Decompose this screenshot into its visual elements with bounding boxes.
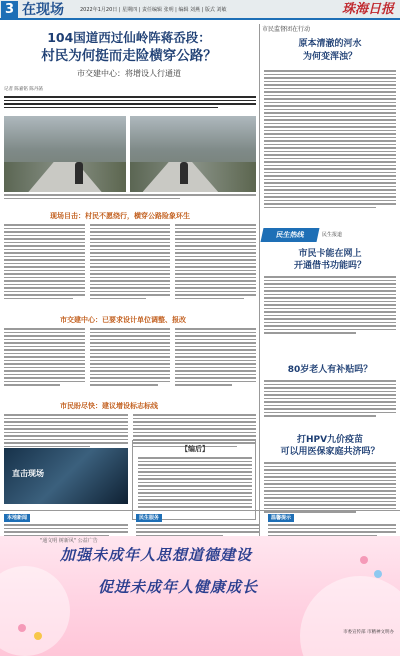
banner-slogan-line1: 加强未成年人思想道德建设 xyxy=(60,546,253,564)
byline: 记者 陈嘉铭 陈丹菡 xyxy=(4,87,43,92)
brief-body-1 xyxy=(4,524,128,536)
photo-caption xyxy=(4,194,256,199)
right-body-4 xyxy=(264,462,396,513)
right-headline1-line1: 原本清澈的河水 xyxy=(298,39,362,49)
page-number: 3 xyxy=(1,1,18,18)
page-header xyxy=(0,0,400,20)
right-tag: 市民监督团在行动 xyxy=(262,26,311,33)
brief-body-2 xyxy=(136,524,260,536)
editorial-box xyxy=(132,440,256,520)
article-body-2 xyxy=(4,328,256,386)
brief-tag-3: 温馨提示 xyxy=(268,514,294,522)
main-headline-line1: 104国道西过仙岭阵蒋岙段： xyxy=(47,30,211,45)
live-scene-photo xyxy=(4,448,128,504)
section-head-3: 市民盼尽快：建议增设标志标线 xyxy=(60,402,158,410)
right-headline1-line2: 为何变浑浊？ xyxy=(302,52,357,62)
photo-row xyxy=(4,116,256,192)
hotline-badge: 民生热线 xyxy=(261,228,320,242)
lead-paragraph xyxy=(4,96,256,108)
brief-tag-1: 本地新闻 xyxy=(4,514,30,522)
brief-tag-2: 民生服务 xyxy=(136,514,162,522)
column-divider xyxy=(259,24,260,544)
banner-org: 市委宣传部 市精神文明办 xyxy=(343,630,394,635)
right-body-3 xyxy=(264,380,396,417)
brief-body-3 xyxy=(268,524,396,536)
hotline-sub: 民生报道 xyxy=(322,232,343,238)
section-head-2: 市交建中心：已要求设计单位调整、报改 xyxy=(60,316,186,324)
briefs-divider xyxy=(0,510,400,511)
right-body-2 xyxy=(264,276,396,334)
right-headline4-line1: 打HPV九价疫苗 xyxy=(296,435,364,445)
banner-slogan-line2: 促进未成年人健康成长 xyxy=(98,578,259,596)
section-title: 在现场 xyxy=(22,2,64,18)
right-headline2-line1: 市民卡能在网上 xyxy=(298,249,362,259)
page-meta: 2022年1月20日 | 星期四 | 责任编辑 张明 | 编辑 刘燕 | 版式 刘敏 xyxy=(80,7,227,13)
right-body-1 xyxy=(264,70,396,208)
newspaper-logo: 珠海日报 xyxy=(341,2,394,17)
main-headline-line2: 村民为何挺而走险横穿公路？ xyxy=(41,48,217,64)
right-headline3: 80岁老人有补贴吗？ xyxy=(287,365,373,375)
right-headline4-line2: 可以用医保家庭共济吗？ xyxy=(280,447,380,457)
section-head-1: 现场目击：村民不愿绕行，横穿公路险象环生 xyxy=(50,212,190,220)
article-body-1 xyxy=(4,224,256,299)
banner-credit: "通文明 树新风" 公益广告 xyxy=(40,538,98,544)
road-photo-right xyxy=(130,116,256,192)
live-scene-label: 直击现场 xyxy=(12,469,44,478)
right-headline2-line2: 开通借书功能吗？ xyxy=(293,261,366,271)
main-subheadline: 市交建中心：将增设人行通道 xyxy=(77,69,181,78)
road-photo-left xyxy=(4,116,126,192)
editorial-title: 【编后】 xyxy=(181,445,209,453)
main-article-header xyxy=(0,24,258,84)
